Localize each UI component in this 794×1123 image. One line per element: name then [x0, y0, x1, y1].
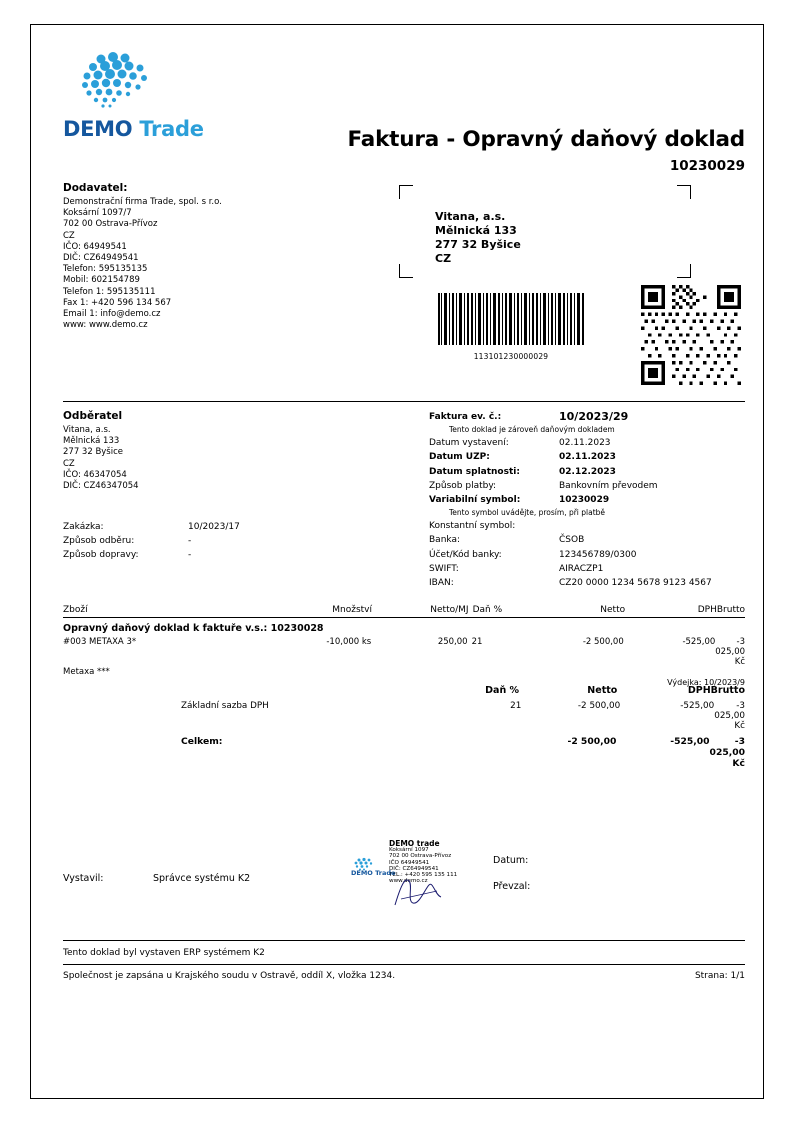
summary-col-netto: Netto: [587, 685, 618, 696]
meta-label: Banka:: [429, 535, 460, 546]
buyer-line: Mělnická 133: [63, 436, 120, 447]
received-by-label: Převzal:: [493, 881, 531, 892]
meta-label: Konstantní symbol:: [429, 521, 516, 532]
summary-row-netto: -2 500,00: [577, 701, 621, 711]
meta-row: [429, 548, 743, 562]
barcode-block: [436, 293, 586, 361]
meta-row: [429, 533, 743, 547]
meta-label: Datum splatnosti:: [429, 466, 520, 477]
summary-header-row: [63, 685, 745, 698]
order-info-value: 10/2023/17: [188, 522, 240, 532]
col-netto-mj: Netto/MJ: [430, 605, 469, 615]
summary-row-label: Základní sazba DPH: [181, 701, 269, 711]
divider: [63, 401, 745, 402]
supplier-line: Demonstrační firma Trade, spol. s r.o.: [63, 197, 222, 207]
cell-delivery-note: Výdejka: 10/2023/9: [667, 678, 745, 687]
meta-label: Faktura ev. č.:: [429, 412, 502, 422]
meta-value: 02.12.2023: [559, 466, 616, 477]
crop-mark-icon: [399, 264, 413, 278]
summary-total-row: [63, 734, 745, 771]
invoice-page: [30, 24, 764, 1099]
invoice-meta-block: [429, 410, 743, 590]
footer-divider-bottom: [63, 964, 745, 965]
stamp-line: www.demo.cz: [389, 878, 428, 885]
stamp-line: IČO 64949541: [389, 859, 430, 866]
document-title: Faktura - Opravný daňový doklad: [347, 127, 745, 152]
buyer-line: DIČ: CZ46347054: [63, 481, 139, 492]
cell-goods: #003 METAXA 3*: [63, 637, 137, 647]
meta-label: SWIFT:: [429, 563, 459, 574]
order-info-label: Způsob dopravy:: [63, 550, 139, 560]
table-row: [63, 637, 745, 667]
supplier-line: www: www.demo.cz: [63, 320, 148, 331]
issued-by-label: Vystavil:: [63, 873, 104, 884]
crop-mark-icon: [399, 185, 413, 199]
items-subtitle: Opravný daňový doklad k faktuře v.s.: 10230028: [63, 623, 324, 634]
cell-quantity: -10,000 ks: [326, 637, 372, 647]
meta-value: 02.11.2023: [559, 438, 611, 449]
order-info-row: [63, 534, 383, 548]
order-info-label: Způsob odběru:: [63, 536, 135, 546]
items-header-rule: [63, 617, 745, 618]
date-label: Datum:: [493, 855, 529, 866]
qr-code-icon: [637, 285, 745, 385]
customer-address-box: [399, 185, 691, 278]
cell-dph: -525,00: [682, 637, 716, 647]
meta-value: Bankovním převodem: [559, 480, 658, 491]
summary-row-brutto: -3 025,00 Kč: [714, 701, 745, 731]
supplier-line: Email 1: info@demo.cz: [63, 309, 161, 320]
crop-mark-icon: [677, 185, 691, 199]
meta-value: 123456789/0300: [559, 549, 637, 560]
order-info-value: -: [188, 536, 192, 546]
buyer-heading: Odběratel: [63, 410, 123, 422]
supplier-line: 702 00 Ostrava-Přívoz: [63, 219, 158, 230]
meta-value: AIRACZP1: [559, 563, 604, 574]
meta-label: Účet/Kód banky:: [429, 549, 502, 560]
summary-row-tax-rate: 21: [510, 701, 522, 711]
meta-row: [429, 493, 743, 507]
meta-note: Tento symbol uvádějte, prosím, při platbě: [449, 508, 606, 518]
col-quantity: Množství: [332, 605, 372, 615]
buyer-line: IČO: 46347054: [63, 469, 127, 480]
order-info-row: [63, 548, 383, 562]
summary-row: [63, 698, 745, 734]
handwritten-signature-icon: [391, 875, 451, 909]
supplier-line: Koksární 1097/7: [63, 208, 132, 219]
barcode-icon: [438, 293, 584, 345]
logo-trade-text: Trade: [132, 117, 204, 141]
issued-by-value: Správce systému K2: [153, 873, 251, 884]
footer-legal-note: Společnost je zapsána u Krajského soudu v Ostravě, oddíl X, vložka 1234.: [63, 971, 396, 981]
meta-row: [429, 562, 743, 576]
footer-page-number: Strana: 1/1: [694, 971, 745, 981]
col-netto: Netto: [600, 605, 626, 615]
footer-divider-top: [63, 940, 745, 941]
meta-label: Datum UZP:: [429, 452, 490, 463]
footer-note-erp: Tento doklad byl vystaven ERP systémem K2: [63, 948, 265, 958]
barcode-number: 113101230000029: [473, 352, 549, 361]
meta-row: [429, 576, 743, 590]
supplier-line: Fax 1: +420 596 134 567: [63, 297, 172, 308]
cell-netto-mj: 250,00: [437, 637, 468, 647]
meta-row: [429, 479, 743, 493]
order-info-block: [63, 520, 383, 562]
company-logo: [63, 49, 263, 141]
meta-value: ČSOB: [559, 535, 585, 546]
supplier-line: Telefon: 595135135: [63, 264, 148, 275]
meta-row: [429, 436, 743, 450]
logo-dots-icon: [63, 49, 193, 113]
stamp-title: DEMO trade: [389, 839, 440, 848]
meta-value: CZ20 0000 1234 5678 9123 4567: [559, 578, 712, 589]
cell-goods-description: Metaxa ***: [63, 667, 110, 677]
order-info-row: [63, 520, 383, 534]
meta-label: Způsob platby:: [429, 480, 497, 491]
summary-total-brutto: -3 025,00 Kč: [709, 736, 746, 769]
order-info-value: -: [188, 550, 192, 560]
meta-note: Tento doklad je zároveň daňovým dokladem: [449, 425, 615, 435]
order-info-label: Zakázka:: [63, 522, 104, 532]
supplier-line: DIČ: CZ64949541: [63, 253, 139, 264]
meta-value: 10230029: [559, 495, 610, 506]
cell-netto: -2 500,00: [582, 637, 624, 647]
meta-row: [429, 450, 743, 464]
buyer-block: [63, 410, 363, 492]
crop-mark-icon: [677, 264, 691, 278]
meta-label: IBAN:: [429, 578, 454, 589]
meta-value: 10/2023/29: [559, 410, 629, 423]
stamp-line: TEL.: +420 595 135 111: [389, 872, 458, 879]
stamp-logo-text: DEMO Trade: [351, 869, 396, 877]
col-brutto: Brutto: [716, 605, 746, 615]
items-header-row: [63, 605, 745, 617]
cell-tax-rate: 21: [471, 637, 483, 647]
buyer-line: 277 32 Byšice: [63, 447, 123, 458]
meta-value: [559, 519, 743, 533]
col-tax-rate: Daň %: [472, 605, 503, 615]
col-goods: Zboží: [63, 605, 88, 615]
summary-total-dph: -525,00: [670, 736, 710, 747]
supplier-heading: Dodavatel:: [63, 182, 128, 194]
signature-block: [63, 839, 745, 935]
meta-label: Variabilní symbol:: [429, 495, 521, 506]
col-dph: DPH: [697, 605, 717, 615]
summary-total-netto: -2 500,00: [567, 736, 617, 747]
summary-col-dph: DPH: [687, 685, 711, 696]
summary-col-tax-rate: Daň %: [485, 685, 520, 696]
summary-total-tax-rate: [438, 736, 518, 769]
company-stamp: [351, 839, 481, 909]
summary-row-dph: -525,00: [680, 701, 715, 711]
summary-total-label: Celkem:: [181, 736, 223, 747]
customer-address-line: Vitana, a.s.: [435, 210, 506, 223]
summary-col-brutto: Brutto: [710, 685, 745, 696]
summary-header-spacer: [63, 685, 438, 696]
items-table: [63, 605, 745, 687]
stamp-line: 702 00 Ostrava-Přívoz: [389, 853, 452, 860]
supplier-line: IČO: 64949541: [63, 241, 127, 252]
meta-row: [429, 465, 743, 479]
meta-value: 02.11.2023: [559, 452, 616, 463]
buyer-line: Vitana, a.s.: [63, 425, 111, 435]
supplier-block: [63, 182, 363, 331]
document-number: 10230029: [669, 158, 745, 174]
logo-wordmark: [63, 117, 263, 141]
stamp-line: Koksární 1097: [389, 847, 429, 854]
stamp-line: DIČ: CZ64949541: [389, 865, 439, 872]
supplier-line: Telefon 1: 595135111: [63, 286, 156, 297]
meta-label: Datum vystavení:: [429, 438, 509, 449]
supplier-line: CZ: [63, 230, 75, 241]
summary-table: [63, 685, 745, 771]
buyer-line: CZ: [63, 458, 75, 469]
cell-brutto: -3 025,00 Kč: [715, 637, 746, 667]
customer-address-line: 277 32 Byšice: [435, 238, 521, 251]
customer-address-line: CZ: [435, 252, 452, 265]
meta-row: [429, 410, 743, 424]
customer-address-line: Mělnická 133: [435, 224, 517, 237]
logo-demo-text: DEMO: [63, 117, 133, 141]
supplier-line: Mobil: 602154789: [63, 275, 140, 286]
meta-row: [429, 519, 743, 533]
